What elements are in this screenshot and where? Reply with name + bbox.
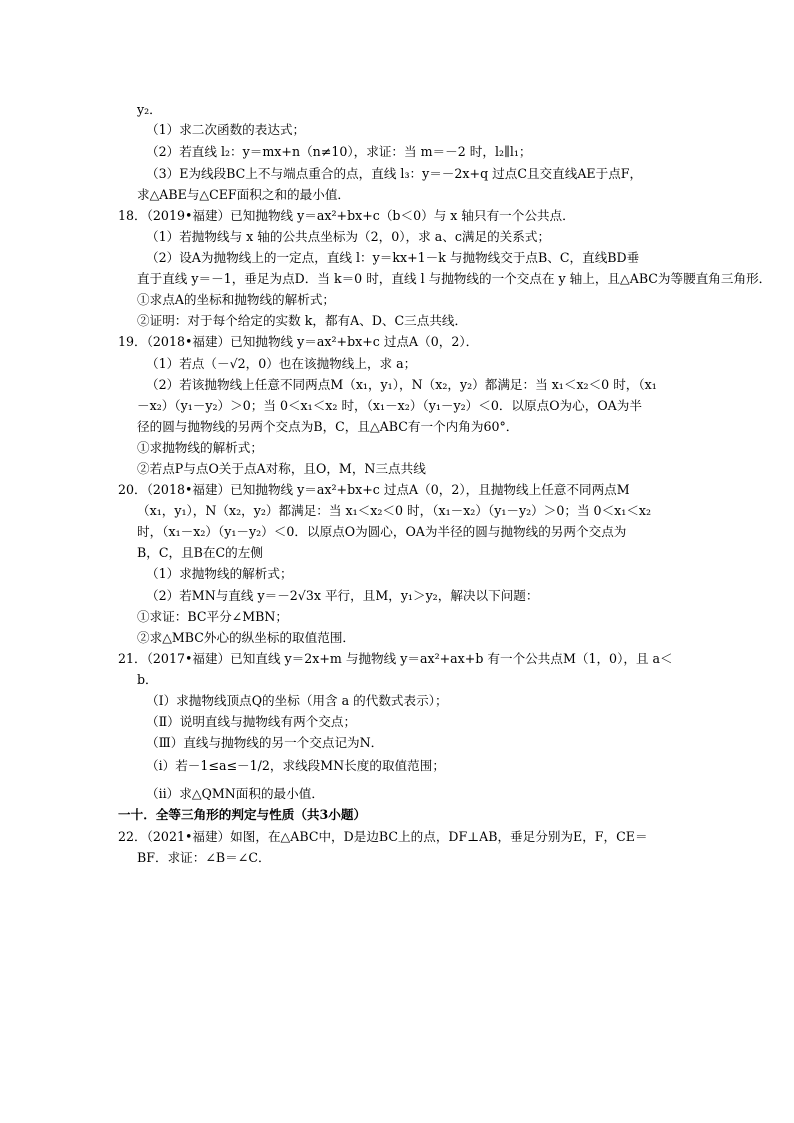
text-line: ②求△MBC外心的纵坐标的取值范围． [137, 630, 356, 645]
question-20-title: 20．（2018•福建）已知抛物线 y＝ax²+bx+c 过点A（0，2），且抛物线上任意不同两点M [118, 482, 630, 497]
text-line: （1）若抛物线与 x 轴的公共点坐标为（2，0），求 a、c满足的关系式； [146, 229, 551, 244]
text-line: （1）求二次函数的表达式； [146, 122, 306, 137]
question-19-title: 19．（2018•福建）已知抛物线 y＝ax²+bx+c 过点A（0，2）． [118, 334, 479, 349]
text-line: （Ⅱ）说明直线与抛物线有两个交点； [146, 714, 357, 729]
text-line: 直于直线 y＝－1，垂足为点D．当 k＝0 时，直线 l 与抛物线的一个交点在 y 轴上，且△ABC为等腰直角三角形． [137, 271, 772, 286]
text-line: 求△ABE与△CEF面积之和的最小值． [137, 187, 351, 202]
text-line: ①求点A的坐标和抛物线的解析式； [137, 292, 336, 307]
text-line: 时，（x₁－x₂）（y₁－y₂）＜0．以原点O为圆心，OA为半径的圆与抛物线的另两个交点为 [137, 524, 627, 539]
text-line: （1）若点（－√2，0）也在该抛物线上，求 a； [146, 356, 417, 371]
text-line: BF．求证：∠B＝∠C． [137, 850, 271, 865]
text-line: （Ⅲ）直线与抛物线的另一个交点记为N． [146, 735, 384, 750]
text-line: （1）求抛物线的解析式； [146, 566, 293, 581]
section-heading: 一十．全等三角形的判定与性质（共3小题） [118, 807, 367, 822]
text-line: （3）E为线段BC上不与端点重合的点，直线 l₃：y＝－2x+q 过点C且交直线AE于点F， [146, 166, 643, 181]
text-line: B，C，且B在C的左侧 [137, 545, 263, 560]
text-line: －x₂）（y₁－y₂）＞0；当 0＜x₁＜x₂ 时，（x₁－x₂）（y₁－y₂）＜0．以原点O为心，OA为半 [137, 398, 642, 413]
text-line: ②证明：对于每个给定的实数 k，都有A、D、C三点共线． [137, 313, 468, 328]
question-18-title: 18．（2019•福建）已知抛物线 y＝ax²+bx+c（b＜0）与 x 轴只有一个公共点． [118, 208, 575, 223]
text-line: （Ⅰ）求抛物线顶点Q的坐标（用含 a 的代数式表示）； [146, 693, 448, 708]
question-21-title: 21．（2017•福建）已知直线 y＝2x+m 与抛物线 y＝ax²+ax+b 有一个公共点M（1，0），且 a＜ [118, 651, 673, 666]
text-line: （2）若直线 l₂：y＝mx+n（n≠10），求证：当 m＝－2 时，l₂∥l₁； [146, 144, 532, 159]
text-line: （2）设A为抛物线上的一定点，直线 l：y＝kx+1－k 与抛物线交于点B、C，直线BD垂 [146, 250, 640, 265]
text-line: 径的圆与抛物线的另两个交点为B，C，且△ABC有一个内角为60°． [137, 419, 519, 434]
text-line: （x₁，y₁），N（x₂，y₂）都满足：当 x₁＜x₂＜0 时，（x₁－x₂）（y₁－y₂）＞0；当 0＜x₁＜x₂ [137, 503, 652, 518]
question-22-title: 22．（2021•福建）如图，在△ABC中，D是边BC上的点，DF⊥AB，垂足分别为E，F，CE＝ [118, 829, 648, 844]
text-line: （ⅱ）求△QMN面积的最小值． [146, 786, 324, 801]
text-line: y₂． [137, 102, 162, 117]
text-line: ②若点P与点O关于点A对称，且O，M，N三点共线 [137, 461, 426, 476]
text-line: （2）若MN与直线 y＝－2√3x 平行，且M，y₁＞y₂，解决以下问题： [146, 588, 539, 603]
text-line: （ⅰ）若－1≤a≤－1/2，求线段MN长度的取值范围； [146, 758, 445, 773]
text-line: ①求抛物线的解析式； [137, 440, 263, 455]
text-line: b． [137, 672, 158, 687]
text-line: （2）若该抛物线上任意不同两点M（x₁，y₁），N（x₂，y₂）都满足：当 x₁＜x₂＜0 时，（x₁ [146, 377, 657, 392]
text-line: ①求证：BC平分∠MBN； [137, 609, 289, 624]
